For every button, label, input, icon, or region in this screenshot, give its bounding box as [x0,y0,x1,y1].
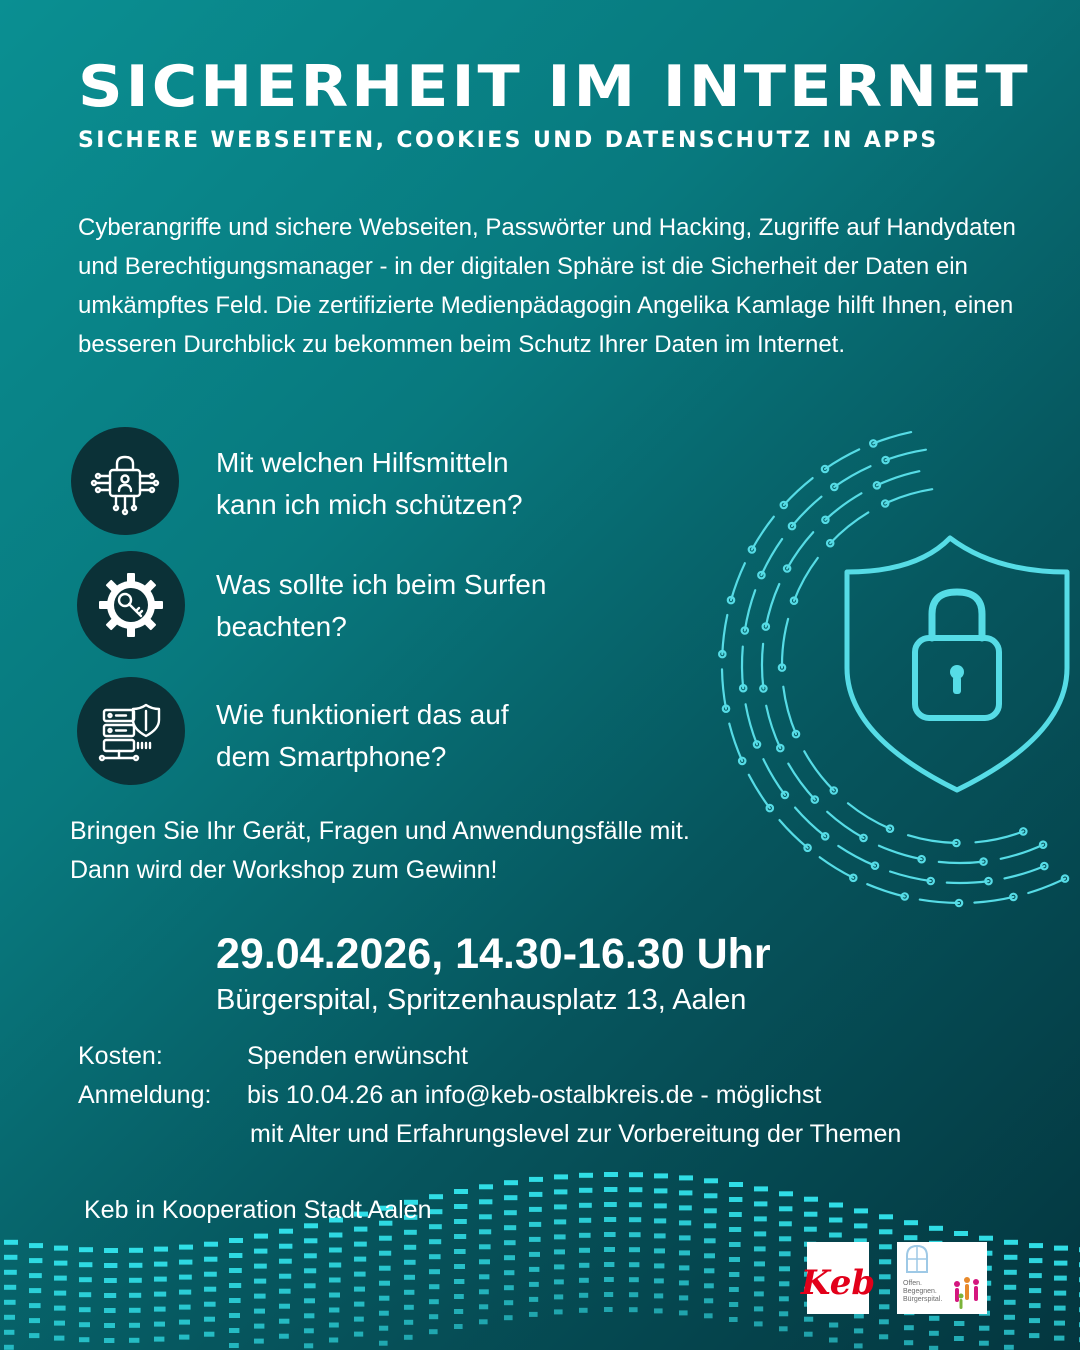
question-1-line-2: kann ich mich schützen? [216,489,523,520]
padlock-icon [915,592,999,718]
event-datetime: 29.04.2026, 14.30-16.30 Uhr [216,930,771,978]
question-2 [216,564,636,648]
event-location: Bürgerspital, Spritzenhausplatz 13, Aalen [216,984,747,1016]
intro-paragraph: Cyberangriffe und sichere Webseiten, Passwörter und Hacking, Zugriffe auf Handydaten und Berechtigungsmanager - in der digitalen Sphäre ist die Sicherheit der Daten ein umkämpftes Feld. Die zertifizierte Medienpädagogin Angelika Kamlage hilft Ihnen, einen besseren Durchblick zu bekommen beim Schutz Ihrer Daten im Internet. [78,214,1016,358]
server-shield-icon [77,677,185,785]
registration-line-1: bis 10.04.26 an info@keb-ostalbkreis.de - möglichst [247,1081,822,1109]
question-1-line-1: Mit welchen Hilfsmitteln [216,447,509,478]
gear-key-icon [77,551,185,659]
cost-value: Spenden erwünscht [247,1042,468,1070]
chip-lock-icon [71,427,179,535]
question-2-line-1: Was sollte ich beim Surfen [216,569,547,600]
cost-label: Kosten: [78,1042,163,1070]
bring-line-1: Bringen Sie Ihr Gerät, Fragen und Anwendungsfälle mit. [70,817,690,845]
question-2-line-2: beachten? [216,611,347,642]
logo-caption-line-3: Bürgerspital. [903,1296,943,1303]
bring-device-note [70,812,830,890]
question-1 [216,442,636,526]
shield-icon [847,538,1067,790]
keb-logo-text: Keb [800,1263,876,1303]
page-subtitle: SICHERE WEBSEITEN, COOKIES UND DATENSCHUTZ IN APPS [78,128,939,153]
page-title: SICHERHEIT IM INTERNET [78,52,1031,120]
bring-line-2: Dann wird der Workshop zum Gewinn! [70,856,498,884]
question-3 [216,694,636,778]
question-3-line-1: Wie funktioniert das auf [216,699,509,730]
buergerspital-logo [897,1242,987,1314]
question-3-line-2: dem Smartphone? [216,741,447,772]
logo-caption-line-2: Begegnen. [903,1288,937,1295]
logo-caption-line-1: Offen. [903,1280,922,1287]
cooperation-note: Keb in Kooperation Stadt Aalen [84,1196,432,1224]
keb-logo [800,1242,876,1314]
registration-line-2: mit Alter und Erfahrungslevel zur Vorbereitung der Themen [250,1120,902,1148]
registration-label: Anmeldung: [78,1081,212,1109]
